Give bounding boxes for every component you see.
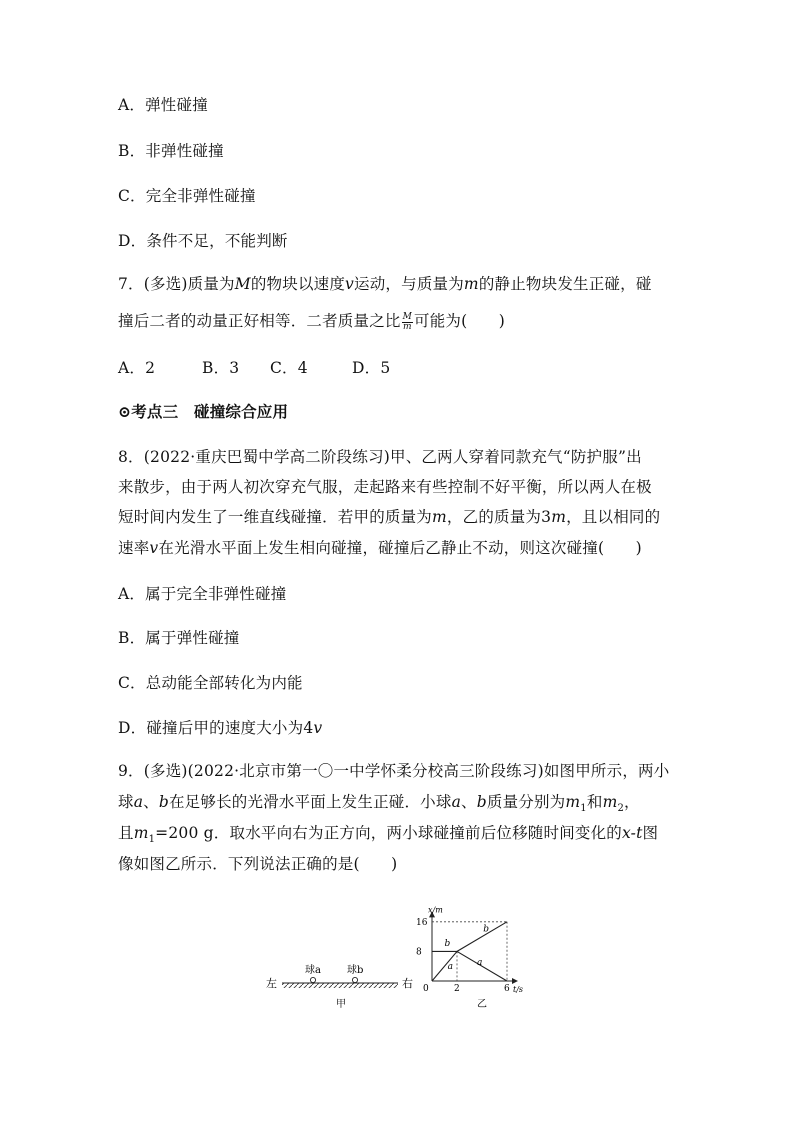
series-line-b <box>432 922 507 952</box>
figure-jia <box>262 955 422 1015</box>
q8-line-2: 来散步，由于两人初次穿充气服，走起路来有些控制不好平衡，所以两人在极 <box>118 478 652 496</box>
right-label: 右 <box>402 977 413 990</box>
q8-option-d: D．碰撞后甲的速度大小为4v <box>118 719 323 737</box>
q7-option-b: B．3 <box>202 359 240 377</box>
xt-graph <box>408 893 538 1015</box>
segment-label-3: a <box>477 958 483 969</box>
x-tick-label-0: 2 <box>454 984 460 994</box>
q9-line-3: 且$m_1=200$ g．取水平向右为正方向，两小球碰撞前后位移随时间变化的x-t图 <box>118 824 659 846</box>
ball-a <box>310 977 315 982</box>
q6-option-a: A．弹性碰撞 <box>118 96 208 114</box>
q6-option-d: D．条件不足，不能判断 <box>118 232 288 250</box>
q7-line-1: 7．(多选)质量为M的物块以速度v运动，与质量为m的静止物块发生正碰，碰 <box>118 275 652 293</box>
target-icon: ⊙ <box>118 402 132 421</box>
q7-option-a: A．2 <box>118 359 156 377</box>
q8-line-1: 8．(2022·重庆巴蜀中学高二阶段练习)甲、乙两人穿着同款充气“防护服”出 <box>118 448 642 466</box>
y-axis-label: x/m <box>428 905 443 915</box>
origin-label: 0 <box>423 984 429 994</box>
q7-option-c: C．4 <box>270 359 308 377</box>
ball-b-label: 球b <box>347 965 364 976</box>
section-heading: ⊙考点三 碰撞综合应用 <box>118 402 289 421</box>
series-line-a <box>432 951 507 981</box>
ball-b <box>352 977 357 982</box>
left-label: 左 <box>266 977 277 990</box>
q8-line-4: 速率v在光滑水平面上发生相向碰撞，碰撞后乙静止不动，则这次碰撞( ) <box>118 539 642 557</box>
q7-option-d: D．5 <box>352 359 391 377</box>
q8-line-3: 短时间内发生了一维直线碰撞．若甲的质量为m，乙的质量为3m，且以相同的 <box>118 508 661 526</box>
ball-a-label: 球a <box>305 965 321 976</box>
x-tick-label-1: 6 <box>504 984 510 994</box>
y-tick-label-0: 8 <box>416 947 422 958</box>
q9-line-2: 球a、b在足够长的光滑水平面上发生正碰．小球a、b质量分别为$m_1$和$m_2$， <box>118 793 640 815</box>
q6-option-b: B．非弹性碰撞 <box>118 142 224 160</box>
q6-option-c: C．完全非弹性碰撞 <box>118 187 256 205</box>
segment-label-0: b <box>444 939 451 950</box>
figure-jia-caption: 甲 <box>336 999 346 1010</box>
q8-option-a: A．属于完全非弹性碰撞 <box>118 585 287 603</box>
mass-ratio-fraction: $\frac{M}{m}$ <box>402 311 413 332</box>
q9-line-1: 9．(多选)(2022·北京市第一〇一中学怀柔分校高三阶段练习)如图甲所示，两小 <box>118 762 670 780</box>
y-tick-label-1: 16 <box>416 917 428 928</box>
ground-hatching <box>282 983 398 988</box>
segment-label-1: b <box>483 924 490 935</box>
q9-line-4: 像如图乙所示．下列说法正确的是( ) <box>118 855 398 873</box>
chart-caption: 乙 <box>477 999 487 1010</box>
q7-line-2: 撞后二者的动量正好相等．二者质量之比 $\frac{M}{m}$ 可能为( ) <box>118 311 506 332</box>
segment-label-2: a <box>447 962 453 973</box>
x-axis-label: t/s <box>513 985 524 994</box>
q8-option-b: B．属于弹性碰撞 <box>118 629 240 647</box>
q7-options <box>118 357 390 379</box>
q8-option-c: C．总动能全部转化为内能 <box>118 674 303 692</box>
